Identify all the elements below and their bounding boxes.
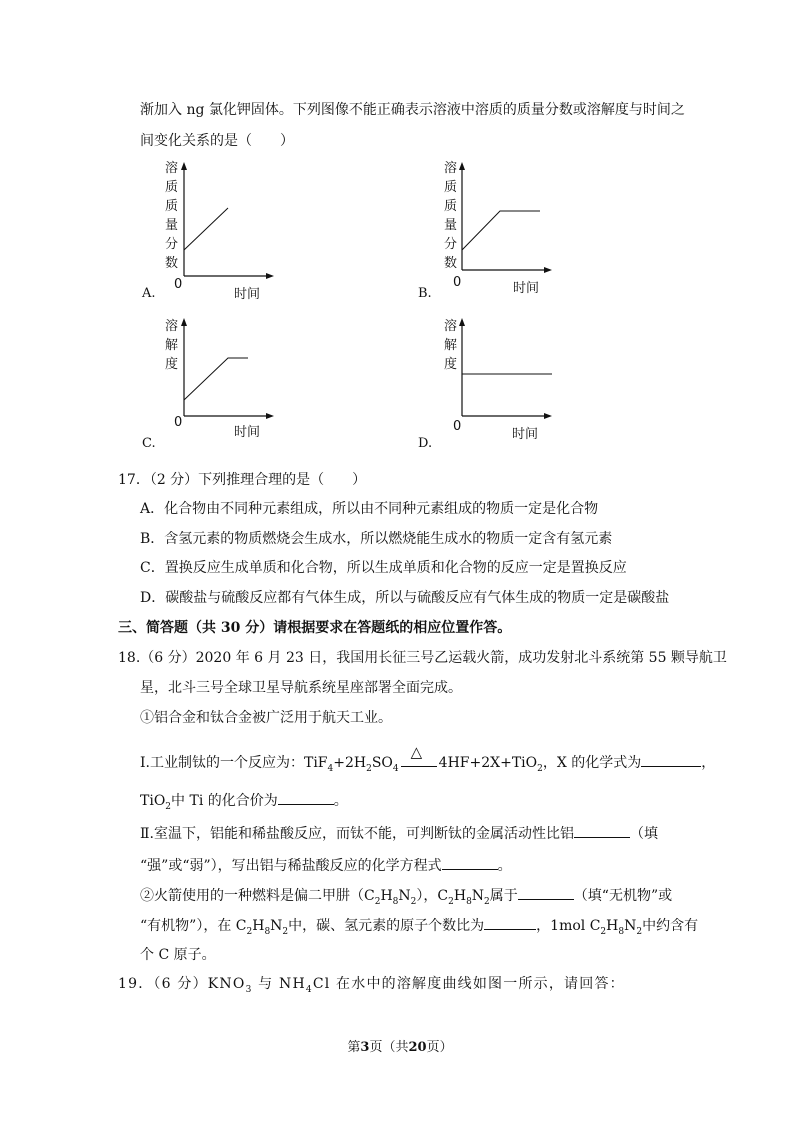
answer-blank[interactable] [574, 823, 630, 838]
q16-stem-line1: 渐加入 ng 氯化钾固体。下列图像不能正确表示溶液中溶质的质量分数或溶解度与时间之 [140, 102, 685, 118]
ylabel-char: 质 [165, 180, 179, 195]
ylabel-char: 溶 [165, 319, 179, 334]
q19-stem: 19．（6 分）$KNO_3$ 与 $NH_4Cl$ 在水中的溶解度曲线如图一所示，请回答： [118, 976, 625, 995]
ylabel-char: 溶 [444, 319, 458, 334]
x-axis-arrow [266, 273, 274, 279]
graph-b-ylabel [444, 160, 457, 271]
graph-a-ylabel [165, 160, 178, 271]
q18-line2: 星，北斗三号全球卫星导航系统星座部署全面完成。 [140, 680, 462, 696]
q16-stem-line2: 间变化关系的是（ ） [140, 133, 294, 149]
origin-label: 0 [453, 275, 462, 290]
q18-line8: ②火箭使用的一种燃料是偏二甲肼$(C_2H_8N_2)$，$C_2H_8N_2$属于 （填“无机物”或 [140, 885, 672, 912]
q18-line4: Ⅰ.工业制钛的一个反应为：$TiF_4+2H_2SO_4$ △ 4HF+2X+TiO$_2$，X 的化学式为 ， [140, 743, 716, 774]
option-d-label: D. [418, 436, 433, 451]
answer-blank[interactable] [484, 915, 536, 930]
section-heading: 三、简答题（共 30 分）请根据要求在答题纸的相应位置作答。 [118, 620, 512, 636]
q18-line10: 个 C 原子。 [140, 947, 216, 963]
q18-line7: “强”或“弱”），写出铝与稀盐酸反应的化学方程式 。 [140, 855, 512, 876]
ylabel-char: 数 [444, 256, 458, 271]
q18-line3: ①铝合金和钛合金被广泛用于航天工业。 [140, 710, 392, 726]
page-footer: 第3页（共20页） [347, 1040, 453, 1055]
q17-option-d: D．碳酸盐与硫酸反应都有气体生成，所以与硫酸反应有气体生成的物质一定是碳酸盐 [140, 590, 670, 606]
q18-line5: TiO$_2$中 Ti 的化合价为 。 [140, 790, 348, 817]
ylabel-char: 解 [165, 338, 179, 353]
q17-option-a: A．化合物由不同种元素组成，所以由不同种元素组成的物质一定是化合物 [140, 501, 599, 517]
origin-label: 0 [174, 415, 183, 430]
y-axis-arrow [459, 318, 465, 326]
answer-blank[interactable] [278, 790, 334, 805]
ylabel-char: 解 [444, 338, 458, 353]
ylabel-char: 分 [444, 237, 458, 252]
x-axis-arrow [544, 267, 552, 273]
origin-label: 0 [174, 277, 183, 292]
ylabel-char: 分 [165, 237, 179, 252]
curve-rise-flat [184, 358, 248, 400]
ylabel-char: 度 [444, 357, 458, 372]
ylabel-char: 质 [444, 180, 458, 195]
curve-rise-flat [462, 211, 540, 250]
y-axis-arrow [181, 162, 187, 170]
x-axis-label: 时间 [513, 281, 540, 296]
total-pages: 20 [408, 1040, 427, 1055]
origin-label: 0 [453, 419, 462, 434]
ylabel-char: 量 [165, 218, 179, 233]
ylabel-char: 质 [165, 199, 179, 214]
ylabel-char: 量 [444, 218, 458, 233]
x-axis-label: 时间 [234, 425, 261, 440]
ylabel-char: 度 [165, 357, 179, 372]
q17-option-c: C．置换反应生成单质和化合物，所以生成单质和化合物的反应一定是置换反应 [140, 560, 627, 576]
option-c-label: C. [142, 436, 156, 451]
q18-line9: “有机物”），在 $C_2H_8N_2$中，碳、氢元素的原子个数比为 ，1mol $C_2H_8N_2$中约含有 [140, 915, 698, 942]
graph-c-ylabel [165, 318, 178, 372]
page-number: 3 [360, 1040, 370, 1055]
x-axis-label: 时间 [234, 287, 261, 302]
graph-b [416, 158, 676, 308]
triangle-icon: △ [410, 743, 423, 761]
graph-d [416, 312, 676, 462]
option-b-label: B. [418, 286, 432, 301]
answer-blank[interactable] [641, 752, 701, 767]
q17-option-b: B．含氢元素的物质燃烧会生成水，所以燃烧能生成水的物质一定含有氢元素 [140, 531, 613, 547]
x-axis-arrow [266, 413, 274, 419]
answer-blank[interactable] [442, 855, 498, 870]
curve-rising [184, 208, 228, 250]
q17-stem: 17．（2 分）下列推理合理的是（ ） [118, 472, 367, 488]
graph-a [140, 158, 400, 308]
y-axis-arrow [181, 318, 187, 326]
option-a-label: A. [142, 286, 156, 301]
ylabel-char: 质 [444, 199, 458, 214]
ylabel-char: 溶 [444, 161, 458, 176]
graph-d-ylabel [444, 318, 457, 372]
x-axis-arrow [544, 413, 552, 419]
y-axis-arrow [459, 162, 465, 170]
graph-c [140, 312, 400, 462]
ylabel-char: 数 [165, 256, 179, 271]
answer-blank[interactable] [518, 885, 574, 900]
x-axis-label: 时间 [512, 427, 539, 442]
heat-condition [401, 743, 437, 767]
q18-line6: Ⅱ.室温下，铝能和稀盐酸反应，而钛不能，可判断钛的金属活动性比铝 （填 [140, 823, 658, 844]
ylabel-char: 溶 [165, 161, 179, 176]
q18-line1: 18.（6 分）2020 年 6 月 23 日，我国用长征三号乙运载火箭，成功发射北斗系统第 55 颗导航卫 [118, 650, 727, 666]
